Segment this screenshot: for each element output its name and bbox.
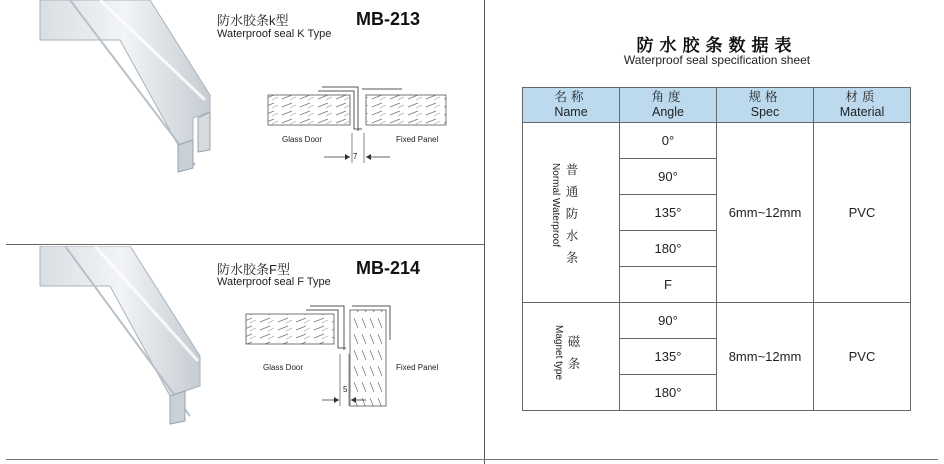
- header-spec: 规格 Spec: [717, 88, 814, 123]
- product-name-cn: 防水胶条k型: [217, 13, 289, 28]
- f-type-seal-photo: [0, 246, 235, 458]
- table-header-row: [523, 88, 911, 123]
- angle-cell: 0°: [620, 123, 717, 159]
- sheet-title-cn: 防水胶条数据表: [636, 36, 798, 55]
- f-type-install-diagram: [240, 300, 410, 410]
- glass-door-label: Glass Door: [282, 135, 323, 144]
- angle-cell: F: [620, 267, 717, 303]
- spec-cell: 6mm~12mm: [717, 123, 814, 303]
- angle-cell: 180°: [620, 375, 717, 411]
- bottom-divider: [6, 459, 938, 460]
- group-name-cn: 磁 条: [567, 335, 581, 371]
- group-name-en: Normal Waterproof: [550, 163, 561, 248]
- product-name-en: Waterproof seal F Type: [217, 276, 331, 288]
- angle-cell: 180°: [620, 231, 717, 267]
- model-number: MB-214: [356, 258, 421, 278]
- header-material: 材质 Material: [814, 88, 911, 123]
- product-name-cn: 防水胶条F型: [217, 262, 290, 277]
- angle-cell: 90°: [620, 303, 717, 339]
- fixed-panel-label: Fixed Panel: [396, 135, 439, 144]
- specification-table: [522, 87, 911, 411]
- k-type-seal-photo: [0, 0, 235, 240]
- section-divider: [6, 244, 484, 245]
- glass-door-label: Glass Door: [263, 363, 304, 372]
- spec-cell: 8mm~12mm: [717, 303, 814, 411]
- material-cell: PVC: [814, 303, 911, 411]
- header-angle: 角度 Angle: [620, 88, 717, 123]
- gap-dimension: 5: [343, 385, 348, 394]
- header-name: 名称 Name: [523, 88, 620, 123]
- gap-dimension: 7: [353, 152, 358, 161]
- fixed-panel-label: Fixed Panel: [396, 363, 439, 372]
- sheet-title-en: Waterproof seal specification sheet: [623, 53, 811, 67]
- table-row: [523, 123, 911, 159]
- material-cell: PVC: [814, 123, 911, 303]
- angle-cell: 135°: [620, 339, 717, 375]
- angle-cell: 135°: [620, 195, 717, 231]
- group-name-en: Magnet type: [553, 325, 564, 381]
- group-name-normal: [523, 123, 620, 303]
- vertical-divider: [484, 0, 485, 464]
- product-name-en: Waterproof seal K Type: [217, 28, 332, 40]
- angle-cell: 90°: [620, 159, 717, 195]
- group-name-cn: 普 通 防 水 条: [565, 163, 579, 265]
- model-number: MB-213: [356, 9, 421, 29]
- table-row: [523, 303, 911, 339]
- group-name-magnet: [523, 303, 620, 411]
